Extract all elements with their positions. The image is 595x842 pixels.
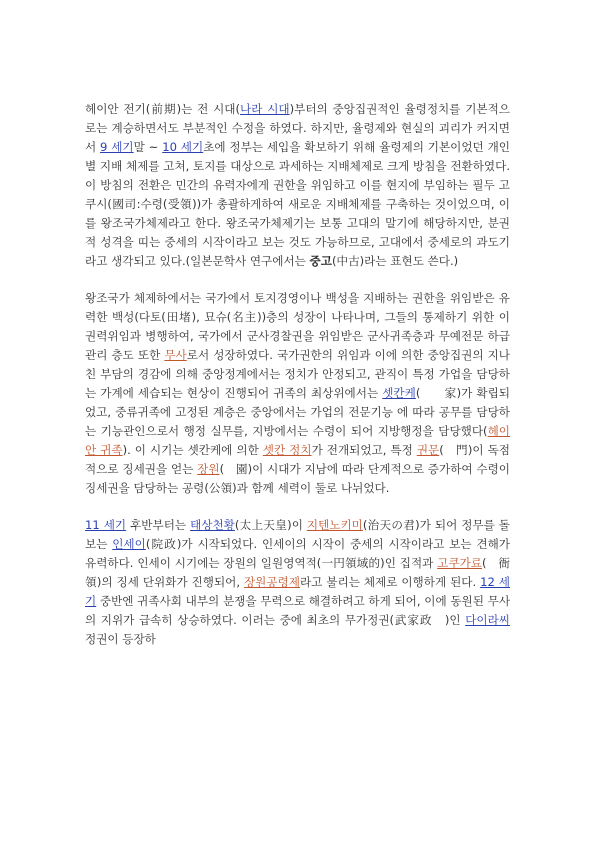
- wiki-link[interactable]: 무사: [164, 348, 187, 362]
- bold-term: 중고: [309, 254, 332, 268]
- wiki-link[interactable]: 장원공령제: [243, 575, 300, 589]
- document-body: [85, 100, 510, 667]
- text-run: 왕조국가 체제하에서는 국가에서 토지경영이나 백성을 지배하는 권한을 위임받은 유력한 백성(다토(田堵), 묘슈(名主))층의 성장이 나타나며, 그들의 통제하기 위한 이 권력위임과 병행하여, 국가에서 군사경찰권을 위임받은 군사귀족층과 무예전문 하급관리 층도 또한: [85, 291, 510, 362]
- wiki-link[interactable]: 지텐노키미: [306, 518, 363, 532]
- text-run: 후반부터는: [126, 518, 191, 532]
- wiki-link[interactable]: 인세이: [112, 537, 146, 551]
- text-run: (院政)가 시작되었다. 인세이의 시작이 중세의 시작이라고 보는 견해가 유력하다. 인세이 시기에는 장원의 일원영역적(一円領域的)인 집적과: [85, 537, 510, 570]
- paragraph-dynastic-state-system: [85, 289, 510, 498]
- wiki-link[interactable]: 장원: [197, 462, 220, 476]
- text-run: 중반엔 귀족사회 내부의 분쟁을 무력으로 해결하려고 하게 되어, 이에 동원된 무사의 지위가 급속히 상승하였다. 이러는 중에 최초의 무가정권(武家政 )인: [85, 594, 511, 627]
- wiki-link[interactable]: 9 세기: [100, 140, 134, 154]
- wiki-link[interactable]: 셋칸 정치: [262, 443, 312, 457]
- paragraph-insei-period: [85, 516, 510, 649]
- text-run: )부터의 중앙집권적인 율령정치를 기본적으로는 계승하면서도 부분적인 수정을 하였다. 하지만, 율령제와 현실의 괴리가 커지면서: [85, 102, 510, 154]
- text-run: 가 전개되었고, 특정: [311, 443, 417, 457]
- wiki-link[interactable]: 권문: [416, 443, 440, 457]
- wiki-link[interactable]: 나라 시대: [240, 102, 290, 116]
- wiki-link[interactable]: 태상천황: [190, 518, 235, 532]
- text-run: (治天の君)가 되어 정무를 돌보는: [85, 518, 510, 551]
- wiki-link[interactable]: 셋칸케: [382, 386, 416, 400]
- wiki-link[interactable]: 다이라씨: [465, 613, 510, 627]
- text-run: 라고 불리는 체제로 이행하게 된다.: [299, 575, 481, 589]
- text-run: 헤이안 전기(前期)는 전 시대(: [85, 102, 241, 116]
- text-run: 정권이 등장하: [85, 632, 156, 646]
- text-run: ( 門)이 독점적으로 징세권을 얻는: [85, 443, 510, 476]
- wiki-link[interactable]: 고쿠가료: [437, 556, 482, 570]
- text-run: 초에 정부는 세입을 확보하기 위해 율령제의 기본이었던 개인별 지배 체제를 고쳐, 토지를 대상으로 과세하는 지배체제로 크게 방침을 전환하였다. 이 방침의 전환은 민간의 유력자에게 권한을 위임하고 이를 현지에 부임하는 필두 고쿠시(國司:수령(受領))가 총괄하게하여 새로운 지배체제를 구축하는 것이었으며, 이를 왕조국가체제라고 한다. 왕조국가체제기는 보통 고대의 말기에 해당하지만, 분권적 성격을 띠는 중세의 시작이라고 보는 것도 가능하므로, 고대에서 중세로의 과도기라고 생각되고 있다.(일본문학사 연구에서는: [85, 140, 511, 268]
- text-run: ( 園)이 시대가 지남에 따라 단계적으로 증가하여 수령이 징세권을 담당하는 공령(公領)과 함께 세력이 둘로 나뉘었다.: [85, 462, 510, 495]
- paragraph-heian-early-period: [85, 100, 510, 271]
- wiki-link[interactable]: 헤이안 귀족: [85, 424, 510, 457]
- wiki-link[interactable]: 12 세기: [85, 575, 510, 608]
- text-run: 로서 성장하였다. 국가권한의 위임과 이에 의한 중앙집권의 지나친 부담의 경감에 의해 중앙정계에서는 정치가 안정되고, 관직이 특정 가업을 담당하는 가계에 세습되는 현상이 진행되어 귀족의 최상위에서는: [85, 348, 510, 400]
- text-run: (太上天皇)이: [234, 518, 307, 532]
- text-run: ). 이 시기는 셋칸케에 의한: [122, 443, 263, 457]
- text-run: ( 家)가 확립되었고, 중류귀족에 고정된 계층은 중앙에서는 가업의 전문기능 에 따라 공무를 담당하는 기능관인으로서 행정 실무를, 지방에서는 수령이 되어 지방행정을 담당했다(: [85, 386, 511, 438]
- text-run: (中古)라는 표현도 쓴다.): [331, 254, 459, 268]
- text-run: 말 ~: [133, 140, 163, 154]
- text-run: ( 衙領)의 징세 단위화가 진행되어,: [85, 556, 510, 589]
- wiki-link[interactable]: 10 세기: [162, 140, 204, 154]
- wiki-link[interactable]: 11 세기: [85, 518, 127, 532]
